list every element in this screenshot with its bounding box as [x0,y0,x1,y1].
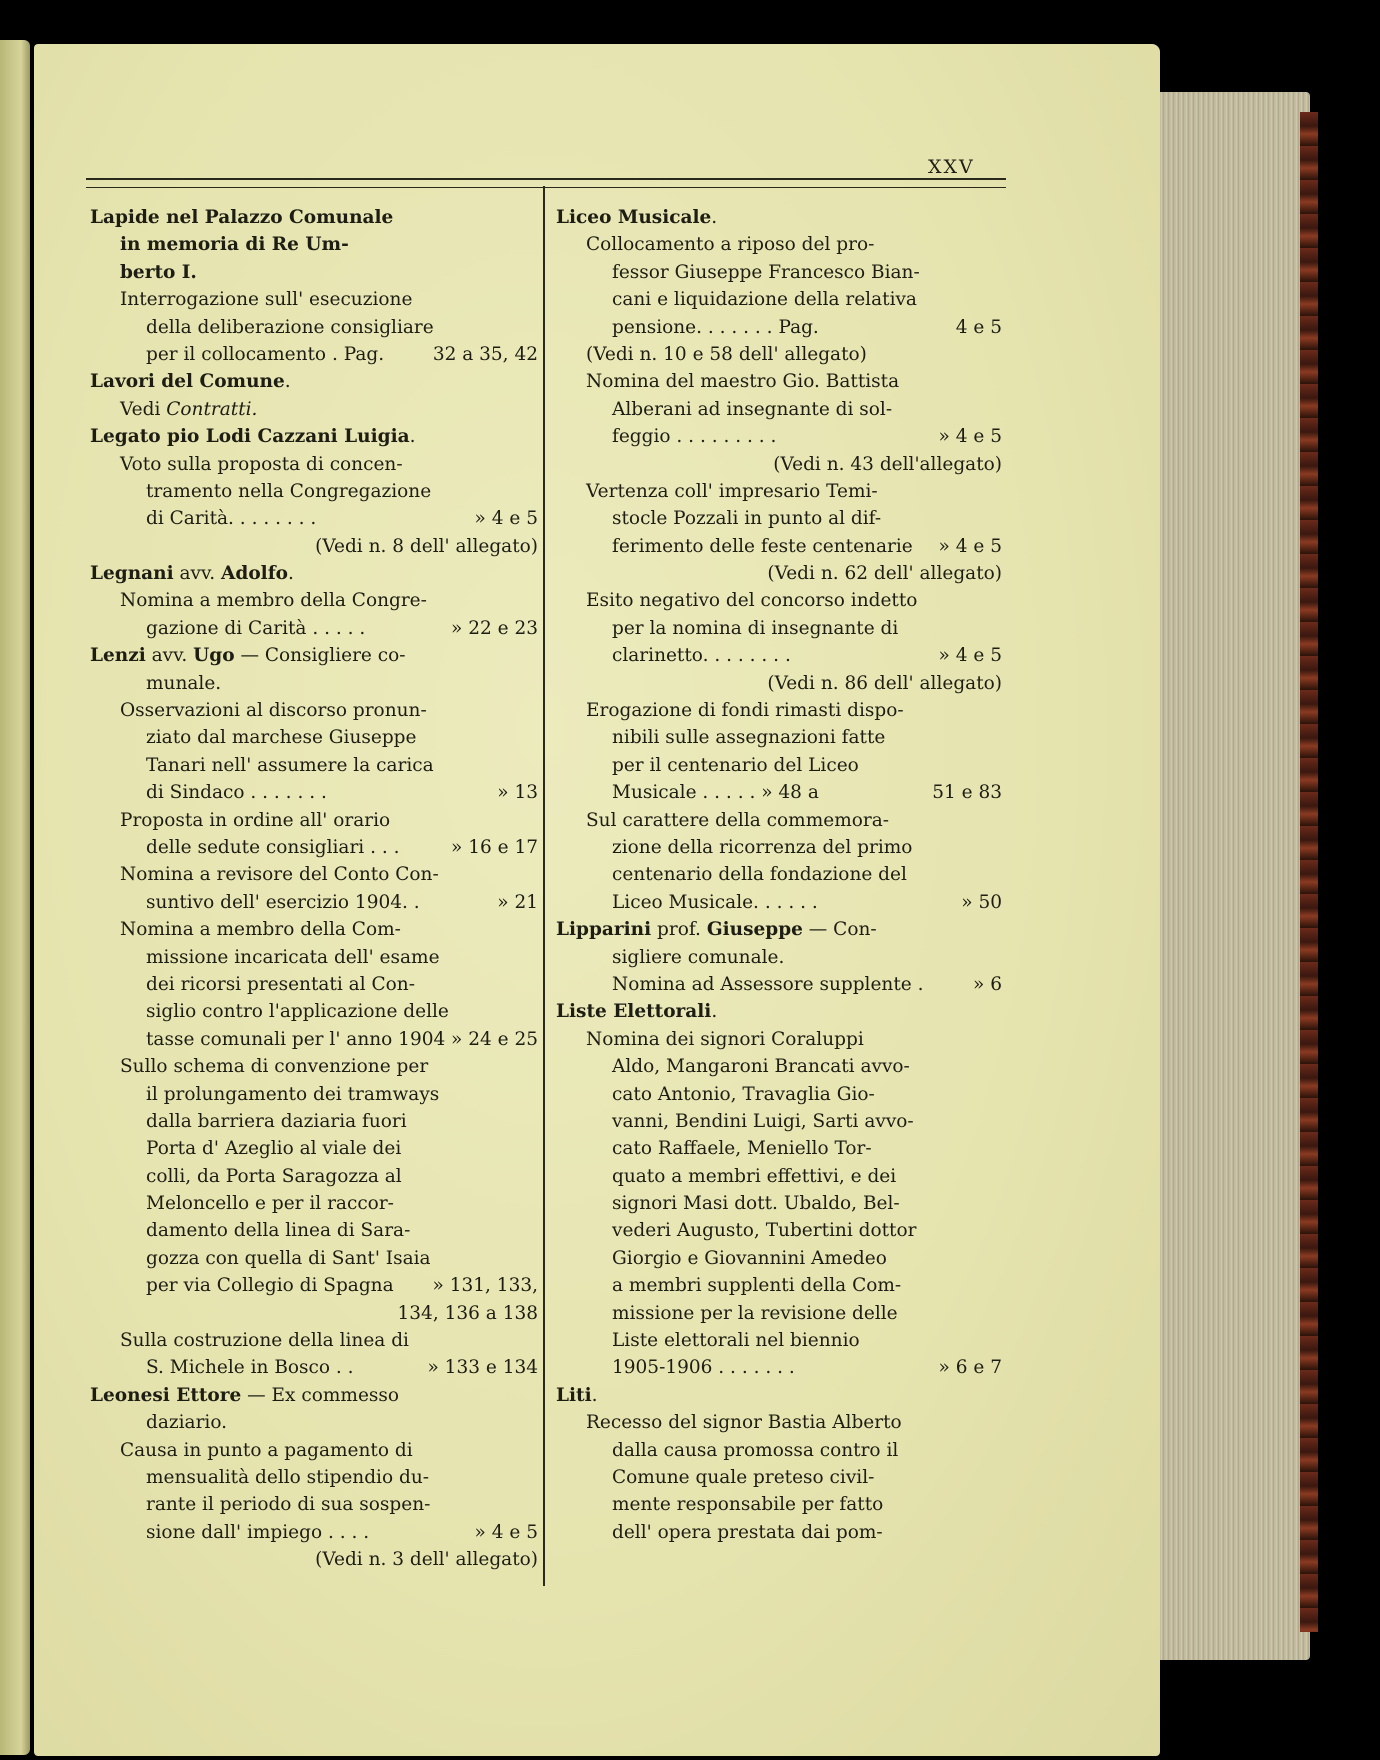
page-reference: » 24 e 25 [451,1028,538,1050]
entry-line: Meloncello e per il raccor- [146,1193,394,1215]
entry-text: sione dall' impiego . . . . [146,1521,370,1543]
entry-text: feggio . . . . . . . . . [612,426,777,448]
page-reference: 51 e 83 [932,782,1002,804]
see-reference [90,396,538,423]
entry-text: clarinetto. . . . . . . . [612,645,791,667]
header-rule [86,178,1006,188]
page-reference-cont: 134, 136 a 138 [397,1302,538,1324]
entry-line: damento della linea di Sara- [146,1220,411,1242]
entry-line: gozza con quella di Sant' Isaia [146,1247,431,1269]
entry-line: Collocamento a riposo del pro- [586,234,875,256]
index-heading-cont: in memoria di Re Um- [120,234,349,256]
entry-text: di Sindaco . . . . . . . [146,782,327,804]
entry-line: Vertenza coll' impresario Temi- [586,480,878,502]
entry-line: zione della ricorrenza del primo [612,836,913,858]
page-reference: » 21 [497,891,538,913]
entry-line: Recesso del signor Bastia Alberto [586,1412,902,1434]
index-heading-cont: berto I. [120,261,197,283]
entry-line: Voto sulla proposta di concen- [120,453,403,475]
entry-line: dei ricorsi presentati al Con- [146,973,415,995]
entry-line: cato Antonio, Travaglia Gio- [612,1083,875,1105]
heading-title: avv. [145,645,194,667]
entry-line-with-pages [90,834,538,861]
entry-line: mensualità dello stipendio du- [146,1466,430,1488]
heading-punct: . [711,207,718,228]
heading-firstname: Ugo [193,645,235,667]
entry-text: Liceo Musicale. . . . . . [612,891,818,913]
entry-line: daziario. [146,1412,228,1434]
entry-line: stocle Pozzali in punto al dif- [612,508,882,530]
entry-line-with-pages [556,423,1002,450]
entry-line: Sullo schema di convenzione per [120,1056,429,1078]
entry-text: S. Michele in Bosco . . [146,1357,354,1379]
index-heading [90,642,538,669]
heading-firstname: Giuseppe [706,919,803,941]
heading-name: Lavori del Comune [90,371,285,393]
entry-line: sigliere comunale. [612,946,785,968]
entry-text: delle sedute consigliari . . . [146,836,400,858]
see-target: Contratti. [166,398,258,420]
heading-punct: . [711,1001,718,1023]
entry-text: Nomina ad Assessore supplente . [612,973,924,995]
entry-line: per il centenario del Liceo [612,754,859,776]
entry-line: fessor Giuseppe Francesco Bian- [612,261,920,283]
entry-text: di Carità. . . . . . . . [146,508,317,530]
entry-line: a membri supplenti della Com- [612,1275,902,1297]
page-reference: » 16 e 17 [451,836,538,858]
entry-line: Tanari nell' assumere la carica [146,754,434,776]
index-heading [90,423,538,450]
entry-line: Nomina dei signori Coraluppi [586,1028,864,1050]
book-fore-edge [1160,92,1310,1660]
entry-text: gazione di Carità . . . . . [146,617,366,639]
heading-punct: . [591,1384,598,1406]
entry-line: Giorgio e Giovannini Amedeo [612,1247,887,1269]
index-heading [90,1382,538,1409]
page-reference: » 22 e 23 [451,617,538,639]
entry-line-with-pages [90,889,538,916]
page-reference: » 13 [497,782,538,804]
entry-line: Sulla costruzione della linea di [120,1330,409,1352]
entry-line: Causa in punto a pagamento di [120,1439,413,1461]
index-heading [556,204,1002,231]
heading-surname: Leonesi Ettore [90,1384,242,1406]
entry-line: (Vedi n. 10 e 58 dell' allegato) [586,343,867,365]
entry-line-with-pages [556,314,1002,341]
entry-line: mente responsabile per fatto [612,1494,884,1516]
heading-name: Liste Elettorali [556,1001,712,1023]
page-reference: » 4 e 5 [474,1521,538,1543]
entry-line: Interrogazione sull' esecuzione [120,289,413,311]
entry-line-with-pages [90,779,538,806]
entry-line: Sul carattere della commemora- [586,809,890,831]
right-column [556,204,1002,1546]
entry-line: signori Masi dott. Ubaldo, Bel- [612,1193,900,1215]
entry-line: Liste elettorali nel biennio [612,1330,860,1352]
index-heading [556,998,1002,1025]
entry-line: cani e liquidazione della relativa [612,289,917,311]
index-heading [90,560,538,587]
page-reference: » 133 e 134 [427,1357,538,1379]
entry-text: per il collocamento . Pag. [146,343,385,365]
page-reference: 32 a 35, 42 [432,343,538,365]
entry-line-with-pages [90,1519,538,1546]
heading-name: Liceo Musicale [556,207,712,228]
page-reference: » 6 e 7 [938,1357,1002,1379]
entry-line: vederi Augusto, Tubertini dottor [612,1220,917,1242]
entry-line: cato Raffaele, Meniello Tor- [612,1138,872,1160]
entry-line: missione per la revisione delle [612,1302,898,1324]
entry-line-with-pages [556,1354,1002,1381]
entry-line: centenario della fondazione del [612,864,907,886]
entry-line: il prolungamento dei tramways [146,1083,440,1105]
entry-line: Esito negativo del concorso indetto [586,590,918,612]
entry-line: Nomina del maestro Gio. Battista [586,371,900,393]
heading-note: — Con- [802,919,877,941]
see-label: Vedi [120,398,167,420]
page-reference: » 50 [961,891,1002,913]
entry-line: tramento nella Congregazione [146,480,432,502]
entry-line: Erogazione di fondi rimasti dispo- [586,700,904,722]
heading-firstname: Adolfo [221,563,288,585]
page-number: XXV [928,156,975,178]
entry-line: siglio contro l'applicazione delle [146,1001,449,1023]
entry-line: Comune quale preteso civil- [612,1466,875,1488]
entry-line: nibili sulle assegnazioni fatte [612,727,886,749]
heading-title: prof. [651,919,707,941]
heading-note: — Consigliere co- [234,645,406,667]
entry-text: suntivo dell' esercizio 1904. . [146,891,420,913]
entry-line: dalla causa promossa contro il [612,1439,899,1461]
entry-line-with-pages [90,341,538,368]
heading-surname: Lipparini [556,919,652,941]
entry-line: missione incaricata dell' esame [146,946,440,968]
entry-text: 1905-1906 . . . . . . . [612,1357,795,1379]
entry-line-with-pages [90,615,538,642]
entry-line: dalla barriera daziaria fuori [146,1110,407,1132]
page-reference: » 131, 133, [432,1275,538,1297]
entry-line-with-pages [556,889,1002,916]
heading-surname: Lenzi [90,645,146,667]
entry-line: Proposta in ordine all' orario [120,809,391,831]
heading-punct: . [284,371,291,393]
entry-line-with-pages [556,971,1002,998]
heading-note: . [288,563,294,585]
entry-line-with-pages [556,533,1002,560]
attachment-reference: (Vedi n. 43 dell'allegato) [773,453,1002,475]
index-heading: Lapide nel Palazzo Comunale [90,207,394,228]
entry-text: Musicale . . . . . » 48 a [612,782,819,804]
entry-text: per via Collegio di Spagna [146,1275,394,1297]
entry-line: per la nomina di insegnante di [612,617,899,639]
entry-line-with-pages [556,779,1002,806]
entry-line: Aldo, Mangaroni Brancati avvo- [612,1056,910,1078]
previous-page-edge [0,40,30,1755]
heading-name: Legato pio Lodi Cazzani Luigia [90,426,410,448]
entry-line: rante il periodo di sua sospen- [146,1494,431,1516]
entry-line: vanni, Bendini Luigi, Sarti avvo- [612,1110,914,1132]
entry-line: Porta d' Azeglio al viale dei [146,1138,402,1160]
page-reference: » 4 e 5 [938,426,1002,448]
entry-line: Osservazioni al discorso pronun- [120,700,427,722]
entry-line: Nomina a membro della Com- [120,919,401,941]
entry-line: ziato dal marchese Giuseppe [146,727,417,749]
heading-title: avv. [173,563,222,585]
index-heading [90,368,538,395]
page-reference: » 6 [973,973,1002,995]
entry-line: Alberani ad insegnante di sol- [612,398,893,420]
entry-line: colli, da Porta Saragozza al [146,1165,402,1187]
attachment-reference: (Vedi n. 3 dell' allegato) [315,1549,538,1571]
attachment-reference: (Vedi n. 62 dell' allegato) [767,563,1002,585]
entry-line: munale. [146,672,222,694]
entry-line: Nomina a revisore del Conto Con- [120,864,439,886]
column-divider [543,186,545,1586]
entry-line-with-pages [556,642,1002,669]
page-reference: » 4 e 5 [938,645,1002,667]
index-heading [556,916,1002,943]
attachment-reference: (Vedi n. 86 dell' allegato) [767,672,1002,694]
entry-text: tasse comunali per l' anno 1904 [146,1028,446,1050]
page-reference: » 4 e 5 [474,508,538,530]
heading-name: Liti [556,1384,592,1406]
entry-line-with-pages [90,1354,538,1381]
heading-surname: Legnani [90,563,174,585]
entry-line-with-pages [90,1272,538,1299]
entry-line: Nomina a membro della Congre- [120,590,427,612]
entry-line-with-pages [90,1026,538,1053]
left-column [90,204,538,1574]
entry-line: dell' opera prestata dai pom- [612,1521,883,1543]
entry-text: ferimento delle feste centenarie [612,535,913,557]
heading-title: — Ex commesso [241,1384,400,1406]
attachment-reference: (Vedi n. 8 dell' allegato) [315,535,538,557]
entry-line-with-pages [90,505,538,532]
page-reference: » 4 e 5 [938,535,1002,557]
index-heading [556,1382,1002,1409]
entry-line: della deliberazione consigliare [146,316,434,338]
entry-text: pensione. . . . . . . Pag. [612,316,819,338]
page-reference: 4 e 5 [955,316,1002,338]
entry-line: quato a membri effettivi, e dei [612,1165,897,1187]
heading-punct: . [409,426,416,448]
